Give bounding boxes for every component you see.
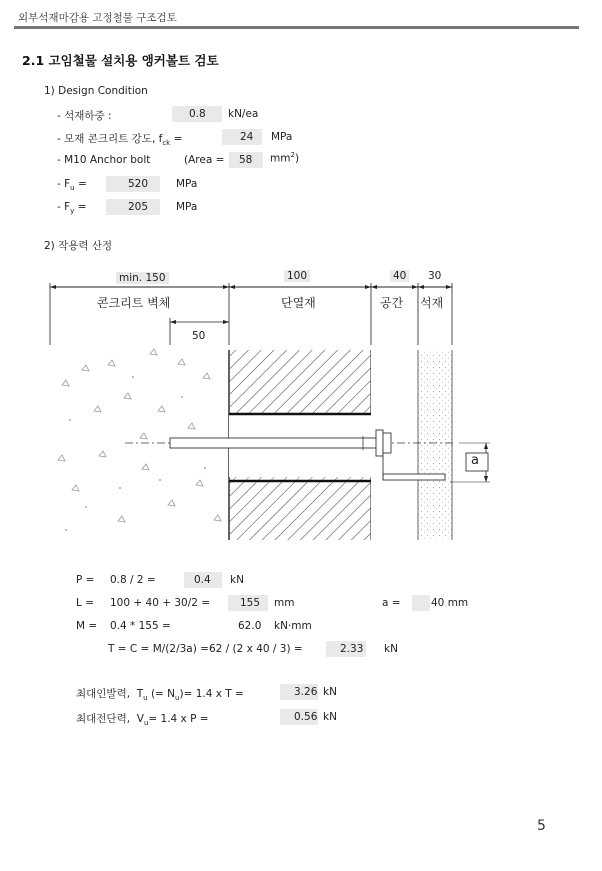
fy-label: - $F_y$ =: [57, 201, 87, 216]
p-unit: kN: [230, 574, 244, 586]
vu-unit: kN: [323, 711, 337, 723]
dim-stone: 30: [428, 270, 442, 282]
fy-unit: MPa: [176, 201, 198, 213]
label-stone: 석재: [420, 296, 444, 310]
p-label: P =: [76, 574, 95, 586]
t-value: 2.33: [340, 643, 364, 655]
dim-concrete: min. 150: [116, 272, 169, 284]
a-cell: [412, 595, 430, 611]
t-unit: kN: [384, 643, 398, 655]
m-expr: 0.4 * 155 =: [110, 620, 171, 632]
fy-value: 205: [128, 201, 149, 213]
fu-label: - $F_u$ =: [57, 178, 87, 193]
dim-anchor-embed: 50: [192, 330, 206, 342]
label-insulation: 단열재: [281, 296, 316, 310]
p-expr: 0.8 / 2 =: [110, 574, 156, 586]
l-unit: mm: [274, 597, 295, 609]
tu-row: 최대인발력, $T_u$ (= $N_u)= 1.4$ x T =: [76, 688, 244, 703]
design-heading: 1) Design Condition: [44, 85, 148, 97]
fu-unit: MPa: [176, 178, 198, 190]
label-concrete-wall: 콘크리트 벽체: [97, 296, 171, 310]
section-title: 2.1 고임철물 설치용 앵커볼트 검토: [22, 53, 219, 68]
m-label: M =: [76, 620, 98, 632]
m-value: 62.0: [238, 620, 262, 632]
label-gap: 공간: [380, 296, 404, 310]
anchor-area-label: (Area =: [184, 154, 225, 166]
force-heading: 2) 작용력 산정: [44, 240, 113, 252]
vu-value: 0.56: [294, 711, 318, 723]
stone-load-value: 0.8: [189, 108, 206, 120]
anchor-bolt-label: - M10 Anchor bolt: [57, 154, 151, 166]
document-header: 외부석재마감용 고정철물 구조검토: [18, 12, 177, 24]
stone-panel: [418, 350, 452, 540]
t-expr: T = C = M/(2/3a) =62 / (2 x 40 / 3) =: [108, 643, 303, 655]
tu-unit: kN: [323, 686, 337, 698]
concrete-strength-value: 24: [240, 131, 254, 143]
p-value: 0.4: [194, 574, 211, 586]
concrete-strength-label: - 모재 콘크리트 강도, $f_{ck}$ =: [57, 133, 183, 148]
a-value: 40 mm: [431, 597, 469, 609]
l-value: 155: [240, 597, 261, 609]
fu-value: 520: [128, 178, 149, 190]
dim-gap: 40: [390, 270, 409, 282]
anchor-area-value: 58: [239, 154, 253, 166]
tu-value: 3.26: [294, 686, 318, 698]
label-a: a: [471, 453, 479, 468]
dim-insulation: 100: [284, 270, 310, 282]
l-label: L =: [76, 597, 94, 609]
a-label: a =: [382, 597, 401, 609]
l-expr: 100 + 40 + 30/2 =: [110, 597, 211, 609]
stone-load-label: - 석재하중 :: [57, 110, 112, 122]
vu-row: 최대전단력, $V_u= 1.4$ x P =: [76, 713, 209, 728]
anchor-area-unit: $mm^2$): [270, 151, 300, 165]
m-unit: kN·mm: [274, 620, 312, 632]
page-number: 5: [537, 818, 546, 834]
stone-load-unit: kN/ea: [228, 108, 259, 120]
concrete-strength-unit: MPa: [271, 131, 293, 143]
